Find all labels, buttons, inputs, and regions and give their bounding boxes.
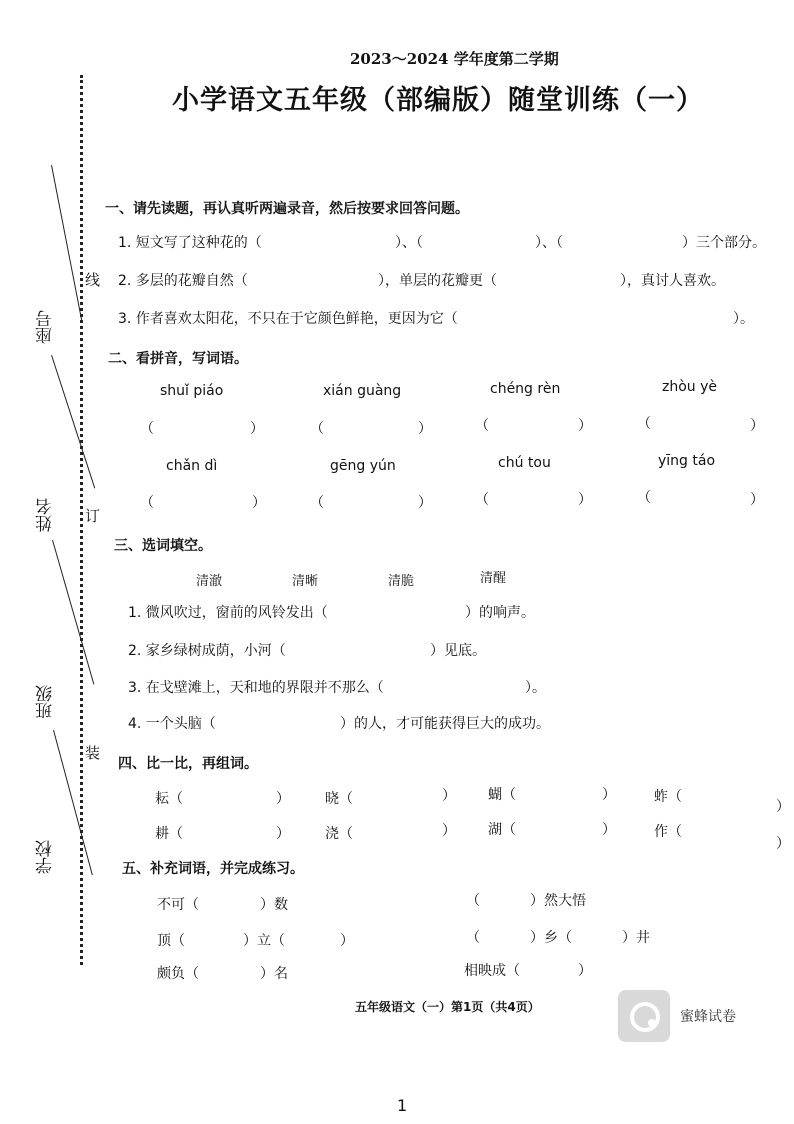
s4-r2-c1-close: ）	[276, 826, 290, 842]
binding-diag-line-3	[52, 540, 94, 684]
s5-a1-close: ）数	[260, 897, 288, 913]
s4-r1-c2-close: ）	[442, 788, 456, 804]
pinyin-3: chéng rèn	[490, 381, 561, 397]
s3-q2-part1: 2. 家乡绿树成荫，小河（	[128, 643, 286, 659]
binding-mark-zhuang: 装	[83, 745, 101, 760]
binding-mark-xian: 线	[83, 272, 101, 287]
term-subtitle: 2023～2024 学年度第二学期	[350, 50, 559, 68]
brand-logo-icon	[618, 990, 670, 1042]
option-1: 清澈	[196, 574, 223, 589]
s1-q1-part2: ）、（	[395, 235, 423, 251]
blank-8-open: （	[637, 490, 651, 506]
s5-a3-open: 颇负（	[157, 966, 199, 982]
pinyin-8: yīng táo	[658, 453, 716, 469]
pinyin-1: shuǐ piáo	[160, 383, 224, 399]
blank-5-open: （	[140, 495, 154, 511]
blank-3-open: （	[475, 418, 489, 434]
blank-7-close: ）	[578, 492, 592, 508]
s3-q3-part2: ）。	[525, 680, 546, 696]
s1-q1-part1: 1. 短文写了这种花的（	[118, 235, 262, 251]
blank-8-close: ）	[750, 492, 764, 508]
s5-a2-open: 顶（	[157, 933, 185, 949]
option-2: 清晰	[292, 574, 319, 589]
s1-q3-part1: 3. 作者喜欢太阳花，不只在于它颜色鲜艳，更因为它（	[118, 311, 458, 327]
pinyin-6: gēng yún	[330, 458, 396, 474]
s4-r2-c4-close: ）	[776, 836, 790, 852]
s3-q2-part2: ）见底。	[430, 643, 486, 659]
option-3: 清脆	[388, 574, 415, 589]
s4-r1-c4-close: ）	[776, 799, 790, 815]
s5-b3-open: 相映成（	[464, 963, 520, 979]
option-4: 清醒	[480, 571, 507, 586]
s1-q1-part3: ）、（	[535, 235, 563, 251]
pinyin-2: xián guàng	[323, 383, 402, 399]
s1-q2-part3: ），真讨人喜欢。	[620, 273, 725, 289]
blank-6-close: ）	[418, 495, 432, 511]
school-label: 学校	[36, 840, 56, 874]
s5-b1-open: （	[466, 893, 480, 909]
s5-b2-mid: ）乡（	[530, 930, 572, 946]
s5-b2-open: （	[466, 930, 480, 946]
blank-7-open: （	[475, 492, 489, 508]
section-5-heading: 五、补充词语，并完成练习。	[122, 861, 304, 877]
s3-q4-part2: ）的人，才可能获得巨大的成功。	[340, 716, 550, 732]
blank-1-close: ）	[250, 421, 264, 437]
name-label: 姓名	[36, 498, 56, 532]
binding-diag-line-2	[51, 355, 95, 488]
blank-3-close: ）	[578, 418, 592, 434]
s4-r2-c4: 作（	[654, 824, 682, 840]
s5-b1-close: ）然大悟	[530, 893, 586, 909]
s3-q4-part1: 4. 一个头脑（	[128, 716, 216, 732]
s1-q3-part2: ）。	[733, 311, 754, 327]
section-2-heading: 二、看拼音，写词语。	[108, 351, 248, 367]
s1-q1-part4: ）三个部分。	[682, 235, 766, 251]
blank-2-close: ）	[418, 421, 432, 437]
blank-1-open: （	[140, 421, 154, 437]
s5-b3-close: ）	[578, 963, 592, 979]
s5-a2-mid: ）立（	[243, 933, 285, 949]
s5-b2-close: ）井	[622, 930, 650, 946]
section-3-heading: 三、选词填空。	[114, 538, 212, 554]
s1-q2-part2: ），单层的花瓣更（	[378, 273, 497, 289]
s4-r1-c1-close: ）	[276, 791, 290, 807]
s4-r1-c2: 晓（	[325, 791, 353, 807]
s5-a2-close: ）	[340, 933, 354, 949]
binding-diag-line-1	[51, 165, 83, 322]
blank-4-close: ）	[750, 418, 764, 434]
s4-r2-c1: 耕（	[155, 826, 183, 842]
pinyin-7: chú tou	[498, 455, 551, 471]
s4-r1-c1: 耘（	[155, 791, 183, 807]
seat-label: 座号	[36, 310, 56, 344]
page-title: 小学语文五年级（部编版）随堂训练（一）	[172, 85, 704, 116]
binding-mark-ding: 订	[83, 508, 101, 523]
class-label: 班级	[36, 685, 56, 719]
blank-4-open: （	[637, 416, 651, 432]
s3-q1-part1: 1. 微风吹过，窗前的风铃发出（	[128, 605, 328, 621]
s3-q3-part1: 3. 在戈壁滩上，天和地的界限并不那么（	[128, 680, 384, 696]
page-number: 1	[397, 1096, 408, 1115]
s5-a1-open: 不可（	[157, 897, 199, 913]
section-4-heading: 四、比一比，再组词。	[118, 756, 258, 772]
s4-r1-c4: 蚱（	[654, 789, 682, 805]
s4-r2-c2: 浇（	[325, 826, 353, 842]
s3-q1-part2: ）的响声。	[465, 605, 535, 621]
page-footer-info: 五年级语文（一）第1页（共4页）	[355, 1000, 540, 1014]
s4-r1-c3-close: ）	[602, 787, 616, 803]
pinyin-4: zhòu yè	[662, 379, 718, 395]
s4-r2-c3: 湖（	[488, 822, 516, 838]
blank-2-open: （	[310, 421, 324, 437]
section-1-heading: 一、请先读题，再认真听两遍录音，然后按要求回答问题。	[105, 201, 469, 217]
s5-a3-close: ）名	[260, 966, 288, 982]
s4-r2-c2-close: ）	[442, 823, 456, 839]
brand-name: 蜜蜂试卷	[680, 1009, 736, 1025]
s4-r2-c3-close: ）	[602, 822, 616, 838]
blank-6-open: （	[310, 495, 324, 511]
s1-q2-part1: 2. 多层的花瓣自然（	[118, 273, 248, 289]
blank-5-close: ）	[252, 495, 266, 511]
s4-r1-c3: 蝴（	[488, 787, 516, 803]
pinyin-5: chǎn dì	[166, 458, 218, 474]
